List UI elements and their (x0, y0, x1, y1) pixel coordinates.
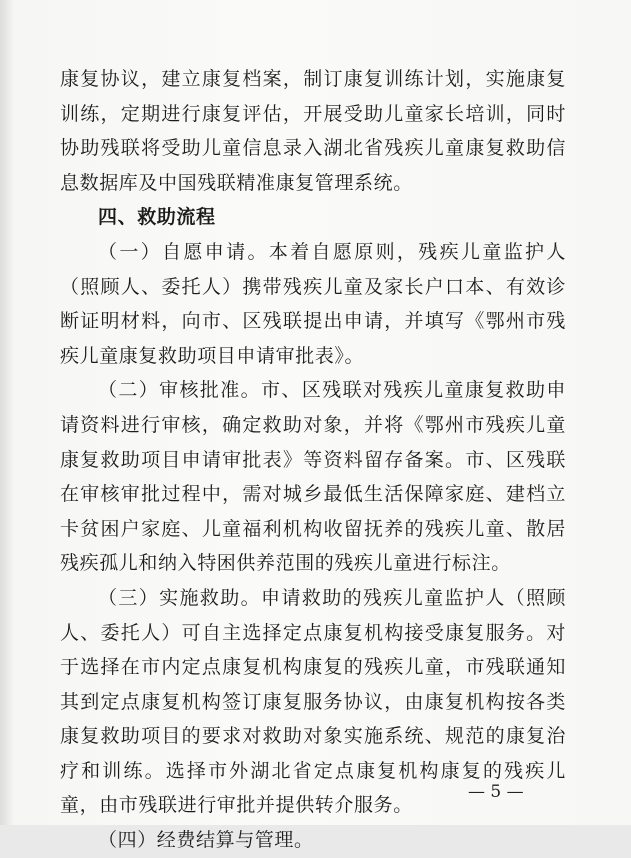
paragraph-funding-settlement: （四）经费结算与管理。 (98, 829, 314, 852)
page-number: — 5 — (468, 782, 524, 802)
paragraph-voluntary-application: （一）自愿申请。本着自愿原则，残疾儿童监护人（照顾人、委托人）携带残疾儿童及家长户口本、有效诊断证明材料，向市、区残联提出申请，并填写《鄂州市残疾儿童康复救助项目申请审批表》。 (60, 240, 566, 367)
paragraph-continuation: 康复协议，建立康复档案，制订康复训练计划，实施康复训练，定期进行康复评估，开展受助儿童家长培训，同时协助残联将受助儿童信息录入湖北省残疾儿童康复救助信息数据库及中国残联精准康复管理系统。 (60, 68, 566, 194)
paragraph-review-approval: （二）审核批准。市、区残联对残疾儿童康复救助申请资料进行审核，确定救助对象，并将《鄂州市残疾儿童康复救助项目申请审批表》等资料留存备案。市、区残联在审核审批过程中，需对城乡最低生活保障家庭、建档立卡贫困户家庭、儿童福利机构收留抚养的残疾儿童、散居残疾孤儿和纳入特困供养范围的残疾儿童进行标注。 (60, 379, 566, 575)
paragraph-implement-rescue: （三）实施救助。申请救助的残疾儿童监护人（照顾人、委托人）可自主选择定点康复机构接受康复服务。对于选择在市内定点康复机构康复的残疾儿童，市残联通知其到定点康复机构签订康复服务协议，由康复机构按各类康复救助项目的要求对救助对象实施系统、规范的康复治疗和训练。选择市外湖北省定点康复机构康复的残疾儿童，由市残联进行审批并提供转介服务。 (60, 586, 566, 817)
section-heading-rescue-process: 四、救助流程 (98, 206, 216, 229)
document-body (60, 62, 566, 858)
